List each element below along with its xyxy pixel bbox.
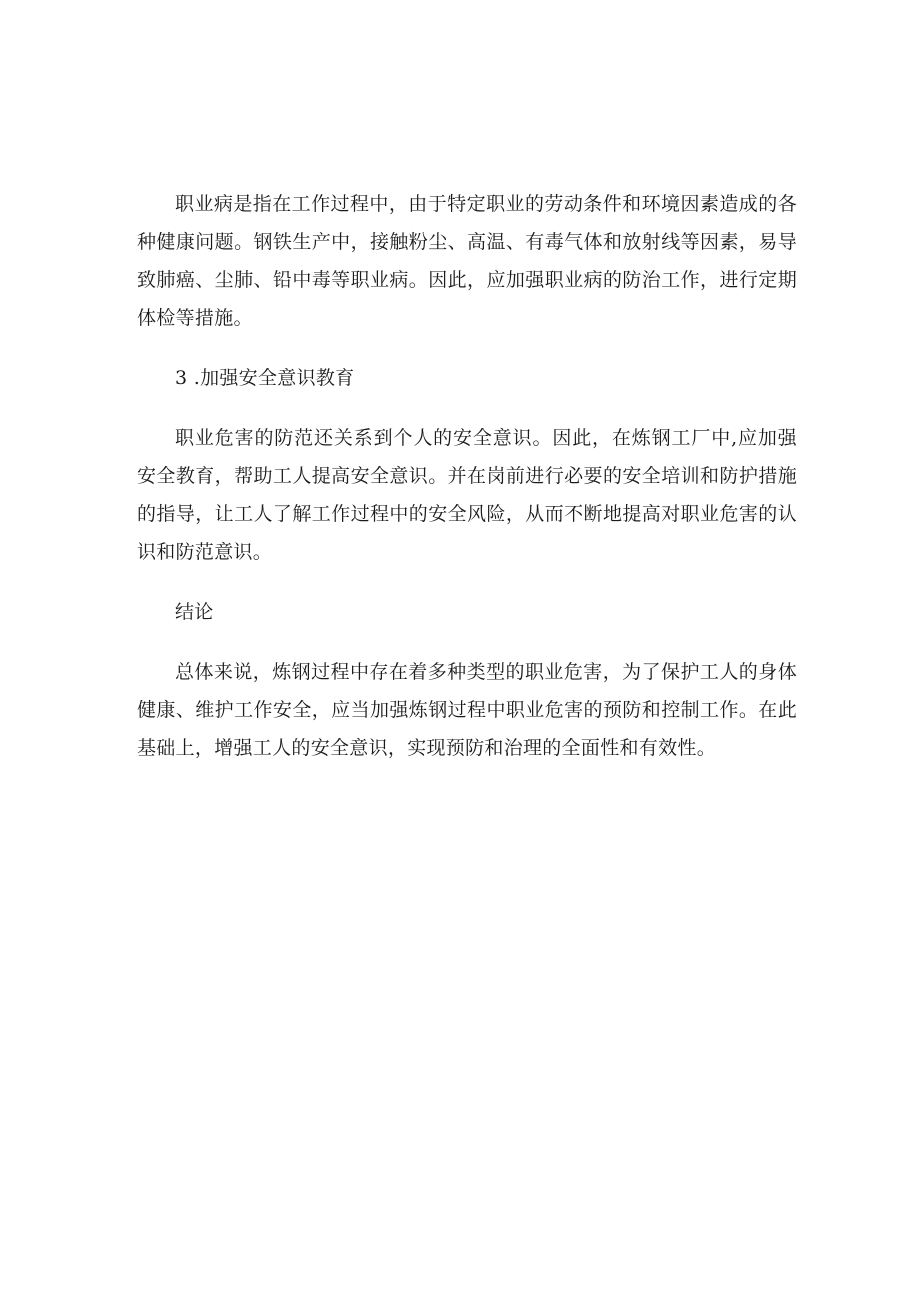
paragraph-safety-awareness: 职业危害的防范还关系到个人的安全意识。因此，在炼钢工厂中,应加强安全教育，帮助工人提高安全意识。并在岗前进行必要的安全培训和防护措施的指导，让工人了解工作过程中的安全风险，从而不断地提高对职业危害的认识和防范意识。 bbox=[137, 427, 797, 563]
section-heading-safety-education: 3 .加强安全意识教育 bbox=[175, 367, 355, 389]
document-body bbox=[137, 185, 797, 789]
paragraph-conclusion: 总体来说，炼钢过程中存在着多种类型的职业危害，为了保护工人的身体健康、维护工作安全，应当加强炼钢过程中职业危害的预防和控制工作。在此基础上，增强工人的安全意识，实现预防和治理的全面性和有效性。 bbox=[137, 661, 797, 759]
section-heading-conclusion: 结论 bbox=[175, 601, 214, 623]
paragraph-occupational-disease: 职业病是指在工作过程中，由于特定职业的劳动条件和环境因素造成的各种健康问题。钢铁生产中，接触粉尘、高温、有毒气体和放射线等因素，易导致肺癌、尘肺、铅中毒等职业病。因此，应加强职业病的防治工作，进行定期体检等措施。 bbox=[137, 193, 797, 329]
